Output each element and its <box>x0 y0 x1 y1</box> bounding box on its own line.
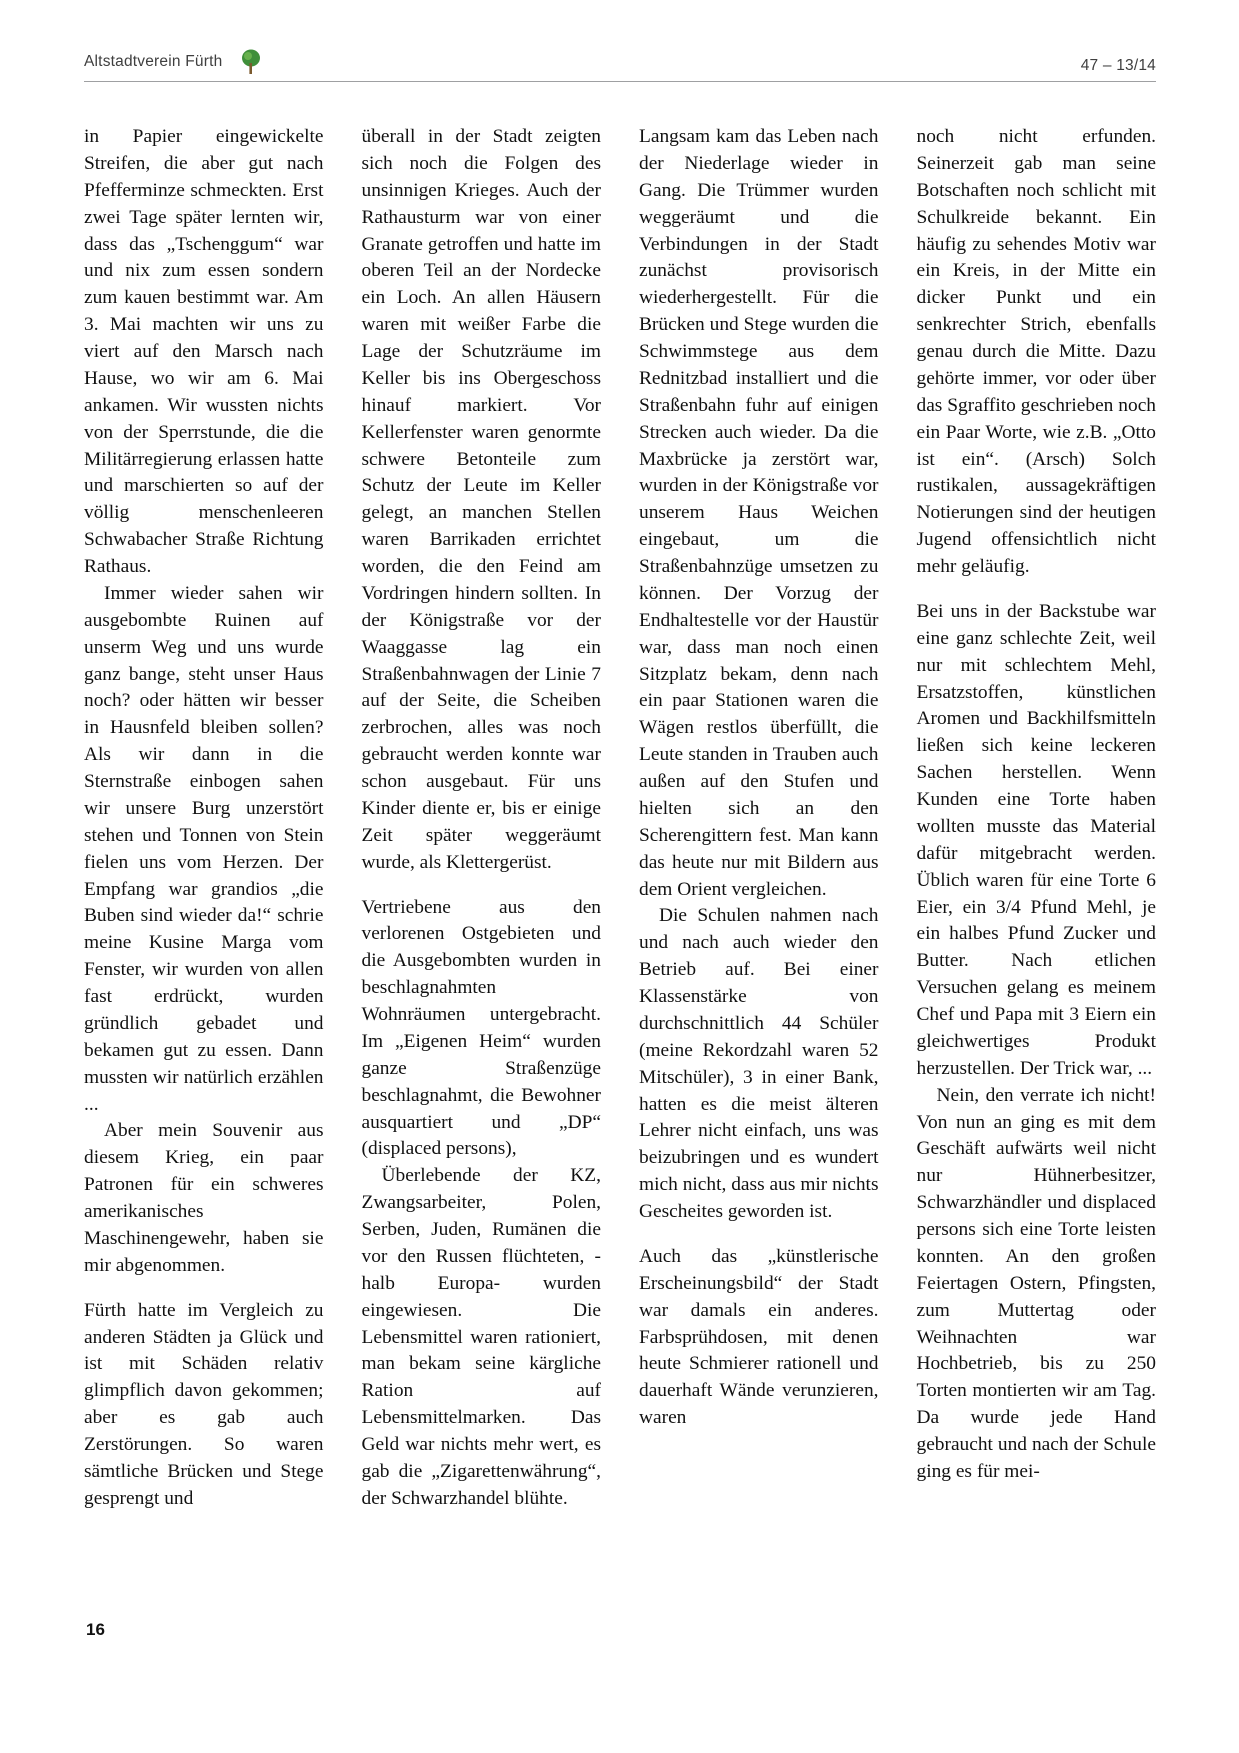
paragraph: Immer wieder sahen wir ausgebombte Ruinen auf unserm Weg und uns wurde ganz bange, steht unser Haus noch? oder hätten wir besser in Hausnfeld bleiben sollen? Als wir dann in die Sternstraße einbogen sahen wir unsere Burg unzerstört stehen und Tonnen von Stein fielen uns vom Herzen. Der Empfang war grandios „die Buben sind wieder da!“ schrie meine Kusine Marga vom Fenster, wir wurden von allen fast erdrückt, wurden gründlich gebadet und bekamen gut zu essen. Dann mussten wir natürlich erzählen ... <box>84 582 324 1115</box>
page-number: 16 <box>86 1620 105 1639</box>
text-column-4 <box>917 124 1157 1513</box>
header-left-group <box>84 49 262 75</box>
publication-title: Altstadtverein Fürth <box>84 53 223 70</box>
paragraph: Langsam kam das Leben nach der Niederlage wieder in Gang. Die Trümmer wurden weggeräumt und die Verbindungen in der Stadt zunächst provisorisch wiederhergestellt. Für die Brücken und Stege wurden die Schwimmstege aus dem Rednitzbad installiert und die Straßenbahn fuhr auf einigen Strecken auch wieder. Da die Maxbrücke ja zerstört war, wurden in der Königstraße vor unserem Haus Weichen eingebaut, um die Straßenbahnzüge umsetzen zu können. Der Vorzug der Endhaltestelle vor der Haustür war, dass man noch einen Sitzplatz bekam, denn nach ein paar Stationen waren die Wägen restlos überfüllt, die Leute standen in Trauben auch außen auf den Stufen und hielten sich an den Scherengittern fest. Man kann das heute nur mit Bildern aus dem Orient vergleichen. <box>639 126 879 900</box>
paragraph: Fürth hatte im Vergleich zu anderen Städten ja Glück und ist mit Schäden relativ glimpflich davon gekommen; aber es gab auch Zerstörungen. So waren sämtliche Brücken und Stege gesprengt und <box>84 1299 324 1509</box>
text-column-2 <box>362 124 602 1513</box>
paragraph: Überlebende der KZ, Zwangsarbeiter, Polen, Serben, Juden, Rumänen die vor den Russen flüchteten, -halb Europa- wurden eingewiesen. Die Lebensmittel waren rationiert, man bekam seine kärgliche Ration auf Lebensmittelmarken. Das Geld war nichts mehr wert, es gab die „Zigarettenwährung“, der Schwarzhandel blühte. <box>361 1165 601 1509</box>
paragraph: Die Schulen nahmen nach und nach auch wieder den Betrieb auf. Bei einer Klassenstärke von durchschnittlich 44 Schüler (meine Rekordzahl waren 52 Mitschüler), 3 in einer Bank, hatten es die meist älteren Lehrer nicht einfach, uns was beizubringen und es wundert mich nicht, dass aus mir nichts Gescheites geworden ist. <box>639 905 879 1222</box>
paragraph: überall in der Stadt zeigten sich noch die Folgen des unsinnigen Krieges. Auch der Rathausturm war von einer Granate getroffen und hatte im oberen Teil an der Nordecke ein Loch. An allen Häusern waren mit weißer Farbe die Lage der Schutzräume im Keller bis ins Obergeschoss hinauf markiert. Vor Kellerfenster waren genormte schwere Betonteile zum Schutz der Leute im Keller gelegt, an manchen Stellen waren Barrikaden errichtet worden, die den Feind am Vordringen hindern sollten. In der Königstraße vor der Waaggasse lag ein Straßenbahnwagen der Linie 7 auf der Seite, die Scheiben zerbrochen, alles was noch gebraucht werden konnte war schon ausgebaut. Für uns Kinder diente er, bis er einige Zeit später weggeräumt wurde, als Klettergerüst. <box>361 126 601 873</box>
paragraph: Auch das „künstlerische Erscheinungsbild“ der Stadt war damals ein anderes. Farbsprühdosen, mit denen heute Schmierer rationell und dauerhaft Wände verunzieren, waren <box>639 1245 879 1429</box>
article-columns <box>84 124 1156 1513</box>
paragraph: Aber mein Souvenir aus diesem Krieg, ein paar Patronen für ein schweres amerikanisches Maschinengewehr, haben sie mir abgenommen. <box>84 1120 324 1276</box>
paragraph: Vertriebene aus den verlorenen Ostgebieten und die Ausgebombten wurden in beschlagnahmten Wohnräumen untergebracht. Im „Eigenen Heim“ wurden ganze Straßenzüge beschlagnahmt, die Bewohner ausquartiert und „DP“ (displaced persons), <box>361 896 601 1160</box>
paragraph: noch nicht erfunden. Seinerzeit gab man seine Botschaften noch schlicht mit Schulkreide bekannt. Ein häufig zu sehendes Motiv war ein Kreis, in der Mitte ein dicker Punkt und ein senkrechter Strich, ebenfalls genau durch die Mitte. Dazu gehörte immer, vor oder über das Sgraffito geschrieben noch ein Paar Worte, wie z.B. „Otto ist ein“. (Arsch) Solch rustikalen, aussagekräftigen Notierungen sind der heutigen Jugend offensichtlich nicht mehr geläufig. <box>916 126 1156 577</box>
text-column-1 <box>84 124 324 1513</box>
page-header <box>84 48 1156 82</box>
paragraph: in Papier eingewickelte Streifen, die aber gut nach Pfefferminze schmeckten. Erst zwei Tage später lernten wir, dass das „Tschenggum“ war und nix zum essen sondern zum kauen bestimmt war. Am 3. Mai machten wir uns zu viert auf den Marsch nach Hause, wo wir am 6. Mai ankamen. Wir wussten nichts von der Sperrstunde, die die Militärregierung erlassen hatte und marschierten so auf der völlig menschenleeren Schwabacher Straße Richtung Rathaus. <box>84 126 324 577</box>
issue-number: 47 – 13/14 <box>1080 57 1156 74</box>
paragraph: Bei uns in der Backstube war eine ganz schlechte Zeit, weil nur mit schlechtem Mehl, Ersatzstoffen, künstlichen Aromen und Backhilfsmitteln ließen sich keine leckeren Sachen herstellen. Wenn Kunden eine Torte haben wollten musste das Material dafür mitgebracht werden. Üblich waren für eine Torte 6 Eier, ein 3/4 Pfund Mehl, je ein halbes Pfund Zucker und Butter. Nach etlichen Versuchen gelang es meinem Chef und Papa mit 3 Eiern ein gleichwertiges Produkt herzustellen. Der Trick war, ... <box>916 600 1156 1079</box>
tree-logo-icon <box>240 49 262 75</box>
paragraph: Nein, den verrate ich nicht! Von nun an ging es mit dem Geschäft aufwärts weil nicht nur Hühnerbesitzer, Schwarzhändler und displaced persons sich eine Torte leisten konnten. An den großen Feiertagen Ostern, Pfingsten, zum Muttertag oder Weihnachten war Hochbetrieb, bis zu 250 Torten montierten wir am Tag. Da wurde jede Hand gebraucht und nach der Schule ging es für mei- <box>916 1084 1156 1482</box>
text-column-3 <box>639 124 879 1513</box>
